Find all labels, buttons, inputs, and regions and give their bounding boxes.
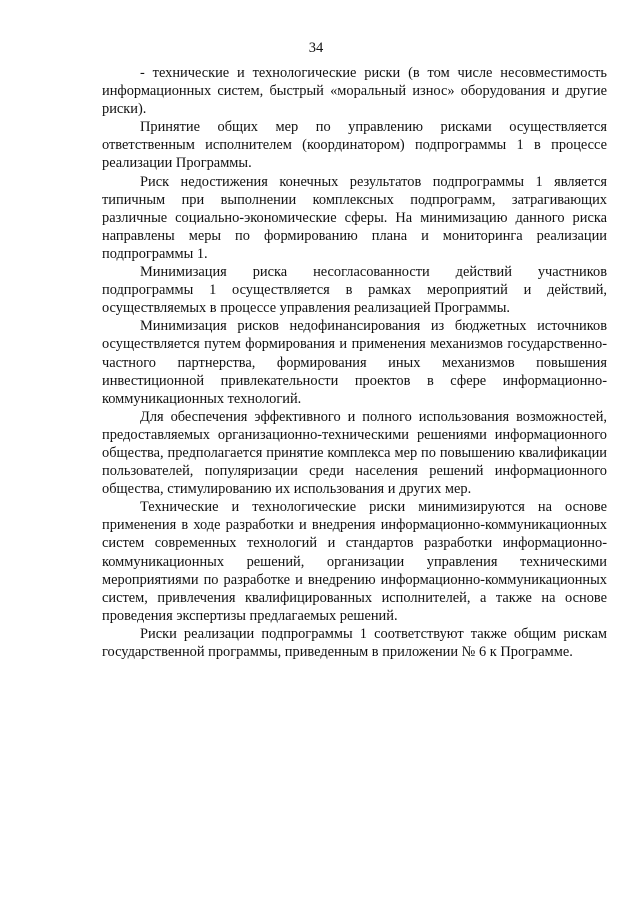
- page-number: 34: [308, 40, 324, 56]
- paragraph-technical-risks-item: - технические и технологические риски (в том числе несовместимость информационных систем, быстрый «моральный износ» оборудования и другие риски).: [102, 65, 607, 118]
- paragraph-underfunding-risk: Минимизация рисков недофинансирования из бюджетных источников осуществляется путем формирования и применения механизмов государственно-частного партнерства, формирования иных механизмов повышения инвестиционной привлекательности проектов в сфере информационно-коммуникационных технологий.: [102, 318, 607, 407]
- paragraph-general-measures: Принятие общих мер по управлению рисками осуществляется ответственным исполнителем (координатором) подпрограммы 1 в процессе реализации Программы.: [102, 119, 607, 172]
- document-body: [102, 64, 607, 661]
- paragraph-general-program-risks: Риски реализации подпрограммы 1 соответствуют также общим рискам государственной программы, приведенным в приложении № 6 к Программе.: [102, 625, 607, 660]
- paragraph-results-risk: Риск недостижения конечных результатов подпрограммы 1 является типичным при выполнении комплексных подпрограмм, затрагивающих различные социально-экономические сферы. На минимизацию данного риска направлены меры по формированию плана и мониторинга реализации подпрограммы 1.: [102, 173, 607, 262]
- paragraph-coordination-risk: Минимизация риска несогласованности действий участников подпрограммы 1 осуществляется в рамках мероприятий и действий, осуществляемых в процессе управления реализацией Программы.: [102, 264, 607, 317]
- paragraph-technical-risks-mitigation: Технические и технологические риски минимизируются на основе применения в ходе разработки и внедрения информационно-коммуникационных систем современных технологий и стандартов разработки информационно-коммуникационных решений, организации управления техническими мероприятиями по разработке и внедрению информационно-коммуникационных систем, привлечения квалифицированных исполнителей, а также на основе проведения экспертизы предлагаемых решений.: [102, 499, 607, 624]
- paragraph-information-society: Для обеспечения эффективного и полного использования возможностей, предоставляемых организационно-техническими решениями информационного общества, предполагается принятие комплекса мер по повышению квалификации пользователей, популяризации среди населения решений информационного общества, стимулированию их использования и других мер.: [102, 408, 607, 498]
